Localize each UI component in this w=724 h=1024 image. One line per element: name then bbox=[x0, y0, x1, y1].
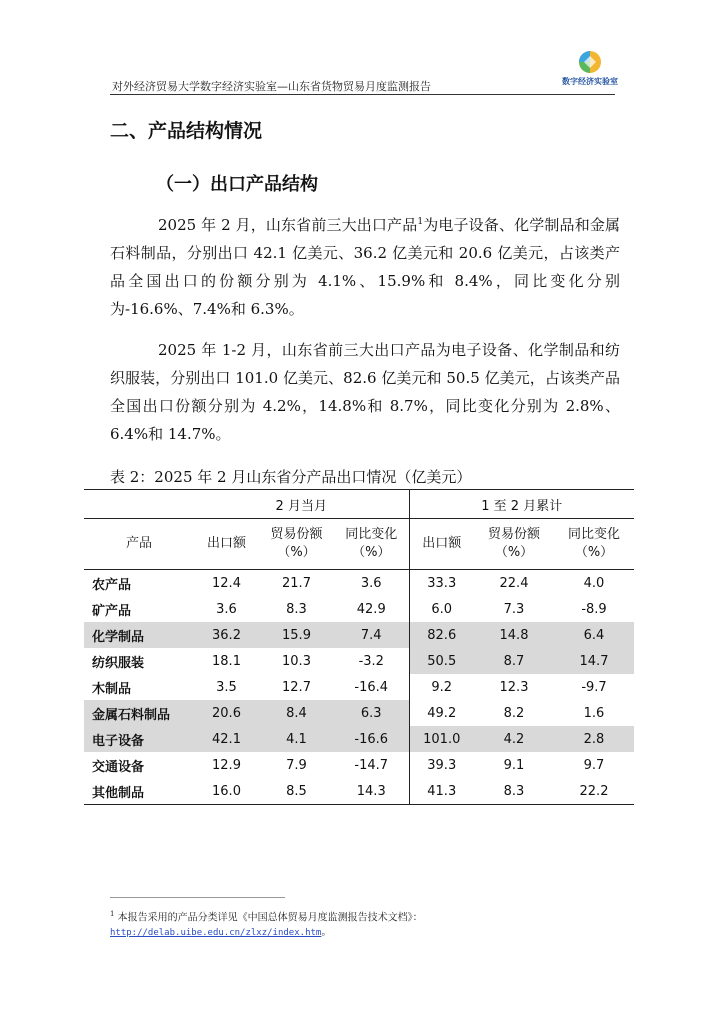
row-value-cell: 18.1 bbox=[212, 653, 241, 669]
logo-text: 数字经济实验室 bbox=[562, 77, 618, 86]
footnote-text: 本报告采用的产品分类详见《中国总体贸易月度监测报告技术文档》： bbox=[117, 912, 423, 924]
row-product-name: 矿产品 bbox=[92, 603, 132, 619]
row-value-cell: 4.0 bbox=[583, 575, 605, 591]
table-row bbox=[84, 674, 634, 700]
table-row bbox=[84, 648, 634, 674]
subsection-title: （一）出口产品结构 bbox=[156, 174, 318, 195]
row-value-cell: 3.5 bbox=[216, 679, 237, 695]
row-value-cell: 8.2 bbox=[503, 705, 525, 721]
row-value-cell: 6.4 bbox=[554, 622, 634, 648]
row-value-cell: -9.7 bbox=[581, 679, 607, 695]
header-rule bbox=[110, 94, 615, 95]
row-value-cell: 41.3 bbox=[409, 778, 474, 805]
row-value-cell: 2.8 bbox=[554, 726, 634, 752]
row-value-cell: 101.0 bbox=[409, 726, 474, 752]
row-value-cell: 4.1 bbox=[259, 726, 334, 752]
row-value-cell: 7.9 bbox=[286, 757, 307, 773]
row-product-name: 其他制品 bbox=[84, 778, 194, 805]
table-group-header bbox=[84, 490, 634, 519]
col-header-cum-share: 贸易份额 （%） bbox=[474, 519, 554, 570]
row-value-cell: -16.4 bbox=[334, 674, 409, 700]
row-value-cell: 49.2 bbox=[427, 705, 457, 721]
row-value-cell: 14.7 bbox=[554, 648, 634, 674]
row-value-cell: 12.9 bbox=[212, 757, 241, 773]
row-value-cell: 12.7 bbox=[282, 679, 311, 695]
row-product-name: 木制品 bbox=[92, 681, 132, 697]
group-header-blank bbox=[84, 490, 194, 519]
row-value-cell: 12.4 bbox=[212, 575, 241, 591]
row-value-cell: -3.2 bbox=[334, 648, 409, 674]
row-value-cell: 4.2 bbox=[474, 726, 554, 752]
row-value-cell: 7.3 bbox=[503, 601, 525, 617]
row-value-cell: 3.6 bbox=[334, 570, 409, 597]
row-value-cell: 9.7 bbox=[583, 757, 605, 773]
col-header-feb-share: 贸易份额 （%） bbox=[259, 519, 334, 570]
row-value-cell: 8.5 bbox=[259, 778, 334, 805]
row-value-cell: 16.0 bbox=[194, 778, 259, 805]
row-value-cell: 12.3 bbox=[499, 679, 529, 695]
row-value-cell: 3.6 bbox=[216, 601, 237, 617]
row-value-cell: -8.9 bbox=[581, 601, 607, 617]
footnote-link[interactable]: http://delab.uibe.edu.cn/zlxz/index.htm bbox=[110, 928, 322, 939]
row-product-name: 纺织服装 bbox=[92, 655, 145, 671]
col-header-feb-yoy: 同比变化 （%） bbox=[334, 519, 409, 570]
row-product-name: 金属石料制品 bbox=[84, 700, 194, 726]
row-value-cell: -14.7 bbox=[334, 752, 409, 778]
row-value-cell: 1.6 bbox=[583, 705, 605, 721]
row-value-cell: 10.3 bbox=[282, 653, 311, 669]
row-value-cell: 82.6 bbox=[409, 622, 474, 648]
footnote bbox=[110, 907, 423, 941]
row-value-cell: 50.5 bbox=[409, 648, 474, 674]
row-product-name: 农产品 bbox=[92, 577, 132, 593]
table-row bbox=[84, 778, 634, 805]
table-row bbox=[84, 570, 634, 597]
row-value-cell: 39.3 bbox=[427, 757, 457, 773]
footnote-ref[interactable]: 1 bbox=[417, 217, 424, 227]
row-value-cell: 8.4 bbox=[259, 700, 334, 726]
row-value-cell: 7.4 bbox=[334, 622, 409, 648]
col-header-feb-export: 出口额 bbox=[194, 519, 259, 570]
table-row bbox=[84, 596, 634, 622]
row-value-cell: 6.0 bbox=[431, 601, 453, 617]
lab-logo bbox=[560, 48, 620, 92]
table-row bbox=[84, 752, 634, 778]
row-value-cell: 42.9 bbox=[334, 596, 409, 622]
row-value-cell: 33.3 bbox=[427, 575, 457, 591]
row-value-cell: 15.9 bbox=[259, 622, 334, 648]
col-header-cum-export: 出口额 bbox=[409, 519, 474, 570]
paragraph-feb bbox=[110, 208, 620, 323]
row-value-cell: 8.7 bbox=[474, 648, 554, 674]
row-value-cell: 9.2 bbox=[431, 679, 453, 695]
group-header-jan-feb: 1 至 2 月累计 bbox=[409, 490, 634, 519]
row-value-cell: 22.2 bbox=[554, 778, 634, 805]
group-header-feb: 2 月当月 bbox=[194, 490, 409, 519]
paragraph-feb-text-2: 为电子设备、化学制品和金属石料制品，分别出口 42.1 亿美元、36.2 亿美元和 20.6 亿美元，占该类产品全国出口的份额分别为 4.1%、15.9%和 8.4%，同比变化分别为-16.6%、7.4%和 6.3%。 bbox=[110, 216, 620, 318]
row-value-cell: 14.3 bbox=[334, 778, 409, 805]
export-table bbox=[84, 489, 634, 805]
table-body bbox=[84, 570, 634, 805]
row-product-name: 电子设备 bbox=[84, 726, 194, 752]
row-product-name: 交通设备 bbox=[92, 759, 145, 775]
paragraph-jan-feb: 2025 年 1-2 月，山东省前三大出口产品为电子设备、化学制品和纺织服装，分别出口 101.0 亿美元、82.6 亿美元和 50.5 亿美元，占该类产品全国出口份额分别为 4.2%，14.8%和 8.7%，同比变化分别为 2.8%、6.4%和 14.7%。 bbox=[110, 341, 620, 443]
section-title: 二、产品结构情况 bbox=[110, 120, 263, 142]
table-row bbox=[84, 622, 634, 648]
row-product-name: 化学制品 bbox=[84, 622, 194, 648]
row-value-cell: 22.4 bbox=[499, 575, 529, 591]
table-row bbox=[84, 726, 634, 752]
paragraph-feb-text-1: 2025 年 2 月，山东省前三大出口产品 bbox=[158, 216, 418, 234]
row-value-cell: 42.1 bbox=[194, 726, 259, 752]
row-value-cell: 8.3 bbox=[286, 601, 307, 617]
row-value-cell: 36.2 bbox=[194, 622, 259, 648]
row-value-cell: -16.6 bbox=[334, 726, 409, 752]
footnote-rule bbox=[110, 897, 285, 898]
table-caption: 表 2：2025 年 2 月山东省分产品出口情况（亿美元） bbox=[110, 468, 472, 486]
row-value-cell: 21.7 bbox=[282, 575, 311, 591]
table-row bbox=[84, 700, 634, 726]
row-value-cell: 6.3 bbox=[334, 700, 409, 726]
footnote-link-suffix: 。 bbox=[321, 927, 332, 939]
table-column-header bbox=[84, 519, 634, 570]
row-value-cell: 8.3 bbox=[474, 778, 554, 805]
header-title: 对外经济贸易大学数字经济实验室—山东省货物贸易月度监测报告 bbox=[112, 80, 431, 93]
col-header-product: 产品 bbox=[84, 519, 194, 570]
footnote-number: 1 bbox=[110, 910, 115, 918]
row-value-cell: 14.8 bbox=[474, 622, 554, 648]
col-header-cum-yoy: 同比变化 （%） bbox=[554, 519, 634, 570]
row-value-cell: 20.6 bbox=[194, 700, 259, 726]
row-value-cell: 9.1 bbox=[503, 757, 525, 773]
